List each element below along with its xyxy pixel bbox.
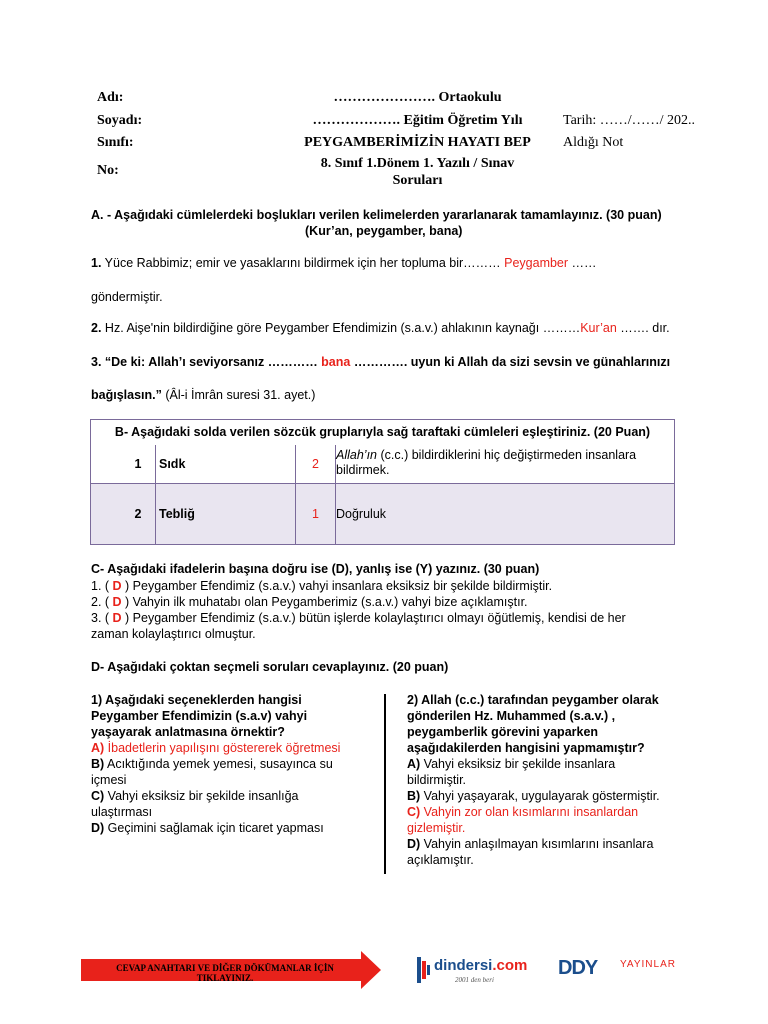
surname-label: Soyadı: xyxy=(97,113,143,128)
answer-text: bana xyxy=(321,355,351,369)
row-answer: 2 xyxy=(296,445,336,483)
section-b-title: B- Aşağıdaki solda verilen sözcük gruplarıyla sağ taraftaki cümleleri eşleştiriniz. (20 Puan) xyxy=(91,420,674,446)
option-b: B) Vahyi yaşayarak, uygulayarak göstermiştir. xyxy=(407,789,660,803)
answer-text: D xyxy=(112,611,122,625)
option-a: A) Vahyi eksiksiz bir şekilde insanlara xyxy=(407,757,616,771)
option-c: C) Vahyi eksiksiz bir şekilde insanlığa xyxy=(91,789,299,803)
course-name: PEYGAMBERİMİZİN HAYATI BEP xyxy=(304,135,531,150)
row-number: 2 xyxy=(121,484,156,544)
dindersi-logo-sub: 2001 den beri xyxy=(455,976,494,984)
mc-question-2: 2) Allah (c.c.) tarafından peygamber olarak gönderilen Hz. Muhammed (s.a.v.) , peygamberlik görevini yaparken aşağıdakilerden hangisini yapmamıştır? A) Vahyi eksiksiz bir şekilde insanlara bildirmiştir. B) Vahyi yaşayarak, uygulayarak göstermiştir. C) Vahyin zor olan kısımlarını insanlardan gizlemiştir. D) Vahyin anlaşılmayan kısımlarını insanlara açıklamıştır. xyxy=(407,692,697,868)
ddy-logo-sub: YAYINLAR xyxy=(620,959,676,970)
tf-item: 3. ( D ) Peygamber Efendimiz (s.a.v.) bütün işlerde kolaylaştırıcı olmayı öğütlemiş, kendisi de her xyxy=(91,611,626,625)
table-row xyxy=(91,445,674,484)
option-d: D) Geçimini sağlamak için ticaret yapması xyxy=(91,821,324,835)
section-a-wordbank: (Kur’an, peygamber, bana) xyxy=(305,224,463,238)
row-description: Doğruluk xyxy=(336,507,387,521)
school-name: …………………. Ortaokulu xyxy=(333,90,502,105)
option-c: C) Vahyin zor olan kısımlarını insanlardan xyxy=(407,805,639,819)
row-term: Sıdk xyxy=(156,445,296,483)
academic-year: ………………. Eğitim Öğretim Yılı xyxy=(312,113,523,128)
name-label: Adı: xyxy=(97,90,124,105)
section-a-title: A. - Aşağıdaki cümlelerdeki boşlukları verilen kelimelerden yararlanarak tamamlayınız. (30 puan) xyxy=(91,208,662,222)
ddy-logo-text: DDY xyxy=(558,957,598,979)
dindersi-logo[interactable] xyxy=(417,955,537,985)
row-term: Tebliğ xyxy=(156,484,296,544)
table-row xyxy=(91,484,674,544)
option-d: D) Vahyin anlaşılmayan kısımlarını insanlara xyxy=(407,837,654,851)
exam-title: 8. Sınıf 1.Dönem 1. Yazılı / Sınav xyxy=(320,156,515,171)
option-a: A) İbadetlerin yapılışını göstererek öğretmesi xyxy=(91,741,341,755)
section-a-q1-cont: göndermiştir. xyxy=(91,290,163,304)
class-label: Sınıfı: xyxy=(97,135,134,150)
dindersi-mark-icon xyxy=(417,957,431,983)
grade-field: Aldığı Not xyxy=(563,135,624,150)
date-field: Tarih: ……/……/ 202.. xyxy=(563,113,696,128)
answer-text: Peygamber xyxy=(504,256,569,270)
tf-item: 1. ( D ) Peygamber Efendimiz (s.a.v.) vahyi insanlara eksiksiz bir şekilde bildirmiştir. xyxy=(91,579,553,593)
answer-text: Kur’an xyxy=(580,321,617,335)
section-a-q1: 1. Yüce Rabbimiz; emir ve yasaklarını bildirmek için her topluma bir……… Peygamber …… xyxy=(91,256,597,270)
tf-item: 2. ( D ) Vahyin ilk muhatabı olan Peygamberimiz (s.a.v.) vahyi bize açıklamıştır. xyxy=(91,595,528,609)
no-label: No: xyxy=(97,163,119,178)
ddy-logo[interactable] xyxy=(558,955,688,985)
section-a-q3: 3. “De ki: Allah’ı seviyorsanız ………… bana …………. uyun ki Allah da sizi sevsin ve günahlarınızı xyxy=(91,355,671,369)
exam-title-cont: Soruları xyxy=(392,173,443,188)
mc-question-1: 1) Aşağıdaki seçeneklerden hangisi Peygamber Efendimizin (s.a.v) vahyi yaşayarak anlatmasına örnektir? A) İbadetlerin yapılışını göstererek öğretmesi B) Acıktığında yemek yemesi, susayınca su içmesi C) Vahyi eksiksiz bir şekilde insanlığa ulaştırması D) Geçimini sağlamak için ticaret yapması xyxy=(91,692,376,836)
section-a-q2: 2. Hz. Aişe'nin bildirdiğine göre Peygamber Efendimizin (s.a.v.) ahlakının kaynağı ………Kur’an ……. dır. xyxy=(91,321,670,335)
tf-item-cont: zaman kolaylaştırıcı olmuştur. xyxy=(91,627,256,641)
row-answer: 1 xyxy=(296,484,336,544)
section-d-title: D- Aşağıdaki çoktan seçmeli soruları cevaplayınız. (20 puan) xyxy=(91,660,449,674)
option-b: B) Acıktığında yemek yemesi, susayınca su xyxy=(91,757,333,771)
row-number: 1 xyxy=(121,445,156,483)
dindersi-logo-text: dindersi.com xyxy=(434,957,528,974)
section-c-title: C- Aşağıdaki ifadelerin başına doğru ise (D), yanlış ise (Y) yazınız. (30 puan) xyxy=(91,562,540,576)
answer-text: D xyxy=(112,595,122,609)
matching-table xyxy=(90,419,675,545)
section-a-q3-cont: bağışlasın.” (Âl-i İmrân suresi 31. ayet.) xyxy=(91,388,316,402)
row-description: Allah’ın (c.c.) bildirdiklerini hiç değiştirmeden insanlara bildirmek. xyxy=(336,448,637,477)
answer-key-link[interactable]: CEVAP ANAHTARI VE DİĞER DÖKÜMANLAR İÇİN TIKLAYINIZ. xyxy=(116,963,334,983)
column-divider xyxy=(384,694,386,874)
answer-text: D xyxy=(112,579,122,593)
